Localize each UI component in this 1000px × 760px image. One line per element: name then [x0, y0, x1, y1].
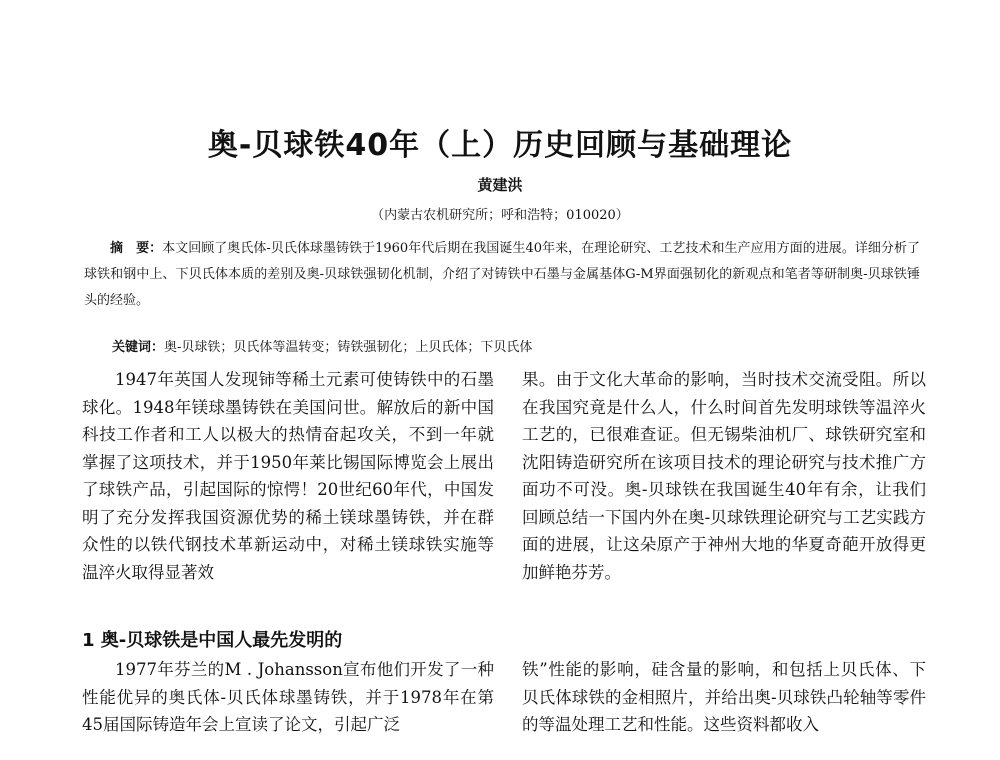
section1-left-column	[82, 656, 494, 739]
keywords-label: 关键词：	[112, 340, 165, 355]
keywords-text: 奥-贝球铁；贝氏体等温转变；铸铁强韧化；上贝氏体；下贝氏体	[164, 340, 533, 355]
paper-title: 奥-贝球铁40年（上）历史回顾与基础理论	[207, 128, 793, 163]
section1-right-column	[522, 656, 926, 739]
section1-paragraph-continued: 铁”性能的影响，硅含量的影响，和包括上贝氏体、下贝氏体球铁的金相照片，并给出奥-贝球铁凸轮轴等零件的等温处理工艺和性能。这些资料都收入	[522, 660, 926, 734]
author-affiliation: （内蒙古农机研究所；呼和浩特；010020）	[371, 208, 629, 223]
intro-paragraph-continued: 果。由于文化大革命的影响，当时技术交流受阻。所以在我国究竟是什么人，什么时间首先发明球铁等温淬火工艺的，已很难查证。但无锡柴油机厂、球铁研究室和沈阳铸造研究所在该项目技术的理论研究与技术推广方面功不可没。奥-贝球铁在我国诞生40年有余，让我们回顾总结一下国内外在奥-贝球铁理论研究与工艺实践方面的进展，让这朵原产于神州大地的华夏奇葩开放得更加鲜艳芬芳。	[522, 370, 926, 582]
author-name: 黄建洪	[477, 176, 523, 194]
intro-right-column	[522, 366, 926, 586]
intro-left-column	[82, 366, 494, 586]
section-heading: 1 奥-贝球铁是中国人最先发明的	[82, 630, 343, 651]
intro-paragraph: 1947年英国人发现铈等稀土元素可使铸铁中的石墨球化。1948年镁球墨铸铁在美国问世。解放后的新中国科技工作者和工人以极大的热情奋起攻关，不到一年就掌握了这项技术，并于1950年莱比锡国际博览会上展出了球铁产品，引起国际的惊愕！20世纪60年代，中国发明了充分发挥我国资源优势的稀土镁球墨铸铁，并在群众性的以铁代钢技术革新运动中，对稀土镁球铁实施等温淬火取得显著效	[82, 370, 494, 582]
abstract-label: 摘 要：	[110, 241, 163, 256]
abstract	[84, 236, 920, 314]
abstract-text: 本文回顾了奥氏体-贝氏体球墨铸铁于1960年代后期在我国诞生40年来，在理论研究、工艺技术和生产应用方面的进展。详细分析了球铁和钢中上、下贝氏体本质的差别及奥-贝球铁强韧化机制，介绍了对铸铁中石墨与金属基体G-M界面强韧化的新观点和笔者等研制奥-贝球铁锤头的经验。	[84, 241, 920, 308]
keywords	[112, 336, 532, 355]
section1-paragraph: 1977年芬兰的M . Johansson宣布他们开发了一种性能优异的奥氏体-贝氏体球墨铸铁，并于1978年在第45届国际铸造年会上宣读了论文，引起广泛	[82, 660, 494, 734]
